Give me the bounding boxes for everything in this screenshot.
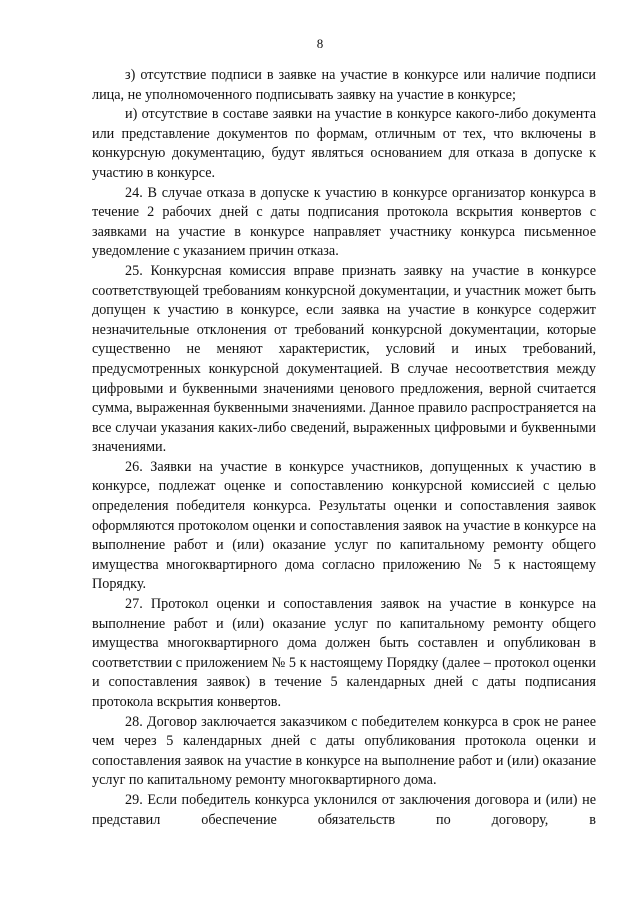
paragraph-i: и) отсутствие в составе заявки на участие в конкурсе какого-либо документа или представление документов по формам, отличным от тех, что включены в конкурсную документацию, будут являться основанием для отказа в допуске к участию в конкурсе. <box>92 106 596 181</box>
paragraph-28: 28. Договор заключается заказчиком с победителем конкурса в срок не ранее чем через 5 календарных дней с даты опубликования протокола оценки и сопоставления заявок на участие в конкурсе на выполнение работ и (или) оказание услуг по капитальному ремонту многоквартирного дома. <box>92 713 596 789</box>
document-body <box>92 66 596 830</box>
paragraph-27: 27. Протокол оценки и сопоставления заявок на участие в конкурсе на выполнение работ и (или) оказание услуг по капитальному ремонту общего имущества многоквартирного дома должен быть составлен и опубликован в соответствии с приложением № 5 к настоящему Порядку (далее – протокол оценки и сопоставления заявок) в течение 5 календарных дней с даты подписания протокола вскрытия конвертов. <box>92 596 596 710</box>
page-number: 8 <box>316 36 324 51</box>
paragraph-29: 29. Если победитель конкурса уклонился от заключения договора и (или) не представил обеспечение обязательств по договору, в <box>92 791 596 828</box>
paragraph-25: 25. Конкурсная комиссия вправе признать заявку на участие в конкурсе соответствующей требованиям конкурсной документации, и участник может быть допущен к участию в конкурсе, если заявка на участие в конкурсе содержит незначительные отклонения от требований конкурсной документации, которые существенно не меняют характеристик, условий и иных требований, предусмотренных конкурсной документацией. В случае несоответствия между цифровыми и буквенными значениями ценового предложения, верной считается сумма, выраженная буквенными значениями. Данное правило распространяется на все случаи указания каких-либо сведений, выраженных цифровыми и буквенными значениями. <box>92 262 596 456</box>
paragraph-26: 26. Заявки на участие в конкурсе участников, допущенных к участию в конкурсе, подлежат оценке и сопоставлению конкурсной комиссией с целью определения победителя конкурса. Результаты оценки и сопоставления заявок оформляются протоколом оценки и сопоставления заявок на участие в конкурсе на выполнение работ и (или) оказание услуг по капитальному ремонту общего имущества многоквартирного дома согласно приложению № 5 к настоящему Порядку. <box>92 458 596 593</box>
paragraph-z: з) отсутствие подписи в заявке на участие в конкурсе или наличие подписи лица, не уполномоченного подписывать заявку на участие в конкурсе; <box>92 67 596 103</box>
paragraph-24: 24. В случае отказа в допуске к участию в конкурсе организатор конкурса в течение 2 рабочих дней с даты подписания протокола вскрытия конвертов с заявками на участие в конкурсе направляет участнику конкурса письменное уведомление с указанием причин отказа. <box>92 184 596 260</box>
